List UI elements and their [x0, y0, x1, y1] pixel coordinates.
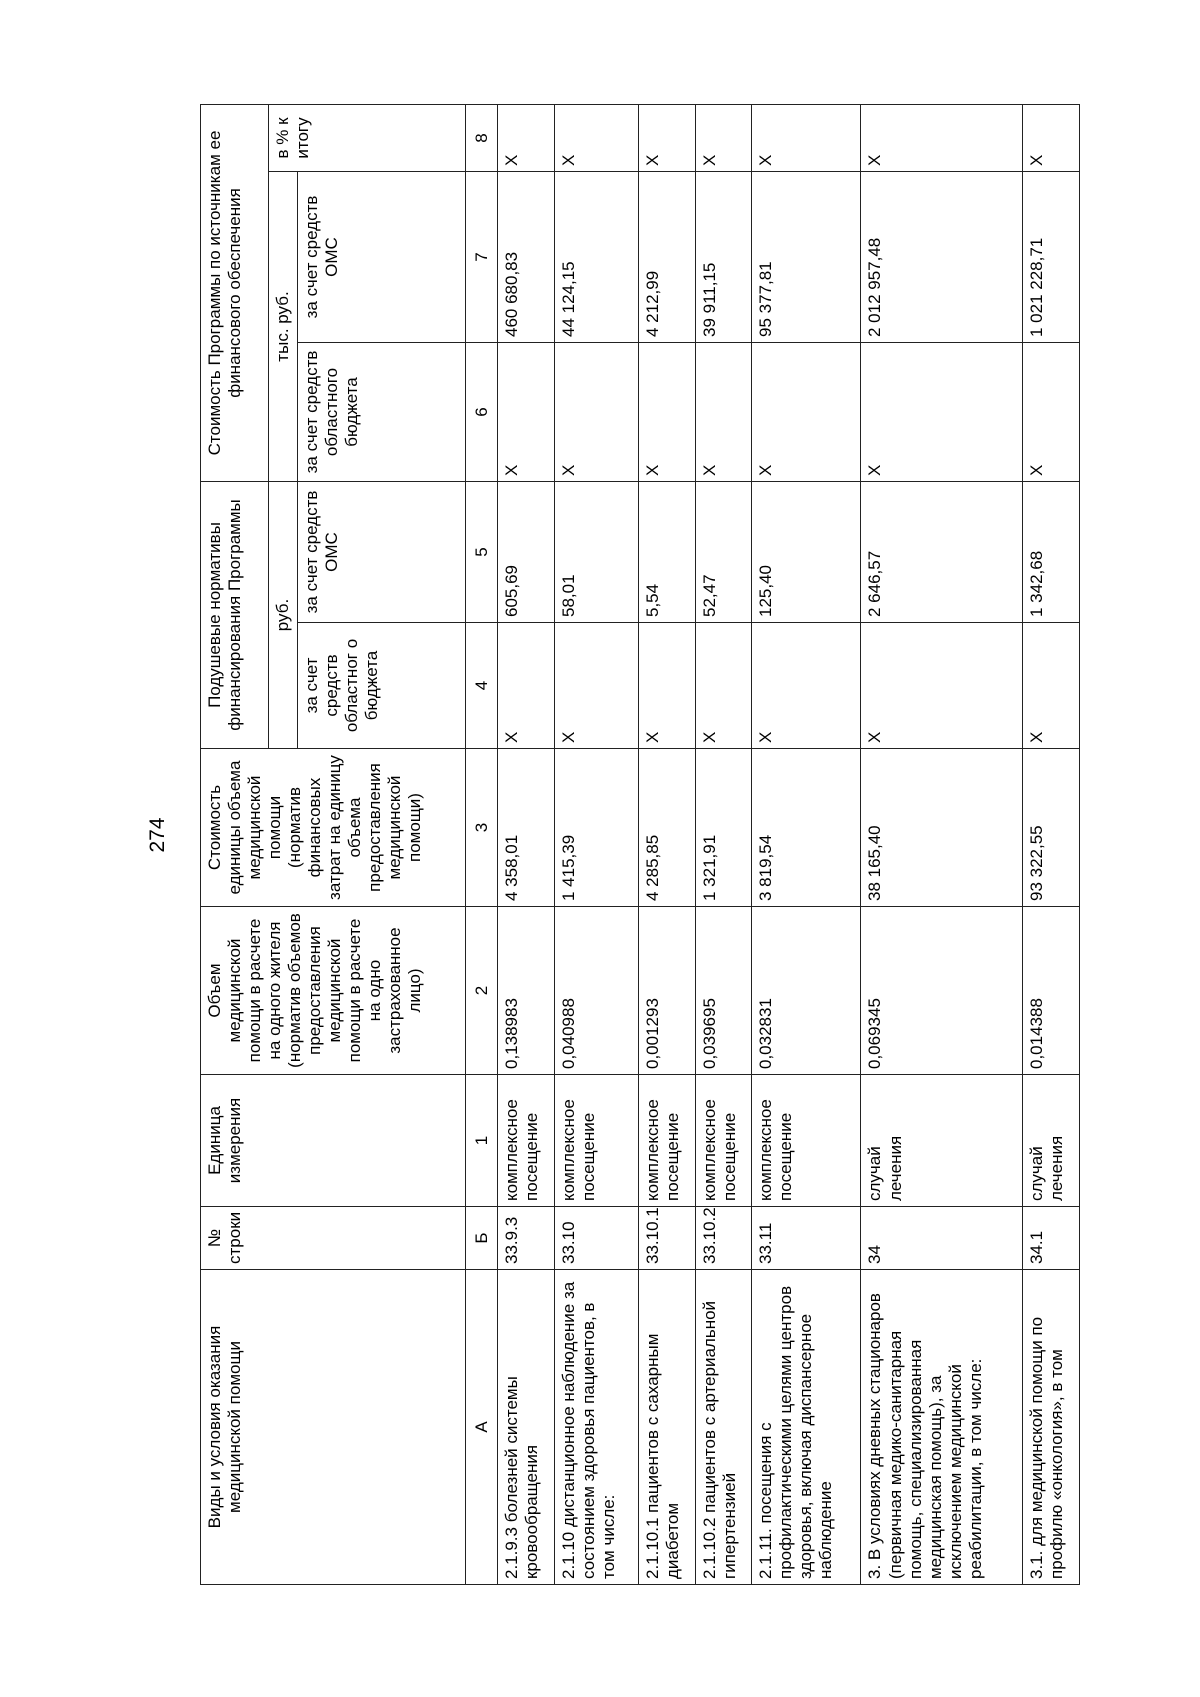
cell-cost-oms: 1 021 228,71	[1023, 172, 1080, 343]
index-cell: Б	[466, 1207, 498, 1270]
cell-cost-regional: Х	[554, 343, 638, 482]
cell-unit-cost: 1 415,39	[554, 749, 638, 907]
index-cell: 2	[466, 907, 498, 1075]
cell-kind: 2.1.10.1 пациентов с сахарным диабетом	[638, 1270, 695, 1585]
cell-row-no: 33.11	[752, 1207, 861, 1270]
financing-table	[200, 104, 1080, 1585]
header-cost-percent: в % к итогу	[269, 104, 466, 171]
header-unit: Единица измерения	[201, 1075, 466, 1207]
cell-row-no: 33.10	[554, 1207, 638, 1270]
table-row	[638, 104, 695, 1584]
header-cost-regional: за счет средств областного бюджета	[298, 343, 466, 482]
cell-unit: случай лечения	[861, 1075, 1023, 1207]
cell-cost-percent: Х	[554, 104, 638, 171]
cell-pc-oms: 1 342,68	[1023, 482, 1080, 623]
cell-cost-oms: 95 377,81	[752, 172, 861, 343]
header-per-capita-oms: за счет средств ОМС	[298, 482, 466, 623]
page-number: 274	[146, 817, 169, 853]
cell-volume: 0,069345	[861, 907, 1023, 1075]
cell-cost-oms: 460 680,83	[498, 172, 555, 343]
cell-volume: 0,040988	[554, 907, 638, 1075]
index-cell: 1	[466, 1075, 498, 1207]
cell-pc-oms: 52,47	[695, 482, 752, 623]
cell-unit: комплексное посещение	[554, 1075, 638, 1207]
cell-unit-cost: 4 358,01	[498, 749, 555, 907]
cell-row-no: 33.9.3	[498, 1207, 555, 1270]
cell-volume: 0,014388	[1023, 907, 1080, 1075]
cell-cost-regional: Х	[861, 343, 1023, 482]
cell-cost-percent: Х	[752, 104, 861, 171]
cell-row-no: 33.10.1	[638, 1207, 695, 1270]
cell-pc-regional: Х	[554, 623, 638, 749]
cell-pc-oms: 58,01	[554, 482, 638, 623]
rotated-table-container	[200, 105, 1080, 1585]
header-per-capita: Подушевые нормативы финансирования Программы	[201, 482, 269, 749]
cell-cost-oms: 39 911,15	[695, 172, 752, 343]
cell-unit: комплексное посещение	[752, 1075, 861, 1207]
cell-cost-regional: Х	[498, 343, 555, 482]
cell-pc-regional: Х	[752, 623, 861, 749]
cell-cost-percent: Х	[861, 104, 1023, 171]
cell-kind: 3. В условиях дневных стационаров (первичная медико-санитарная помощь, специализированная медицинская помощь), за исключением медицинской реабилитации, в том числе:	[861, 1270, 1023, 1585]
cell-cost-percent: Х	[638, 104, 695, 171]
cell-unit-cost: 38 165,40	[861, 749, 1023, 907]
header-per-capita-unit: руб.	[269, 482, 298, 749]
table-row	[861, 104, 1023, 1584]
cell-unit-cost: 3 819,54	[752, 749, 861, 907]
index-cell: 5	[466, 482, 498, 623]
table-row	[1023, 104, 1080, 1584]
cell-cost-percent: Х	[498, 104, 555, 171]
table-row	[695, 104, 752, 1584]
cell-pc-regional: Х	[498, 623, 555, 749]
table-row	[554, 104, 638, 1584]
table-row	[752, 104, 861, 1584]
cell-unit: случай лечения	[1023, 1075, 1080, 1207]
header-cost-oms: за счет средств ОМС	[298, 172, 466, 343]
cell-row-no: 34.1	[1023, 1207, 1080, 1270]
cell-kind: 2.1.11. посещения с профилактическими целями центров здоровья, включая диспансерное наблюдение	[752, 1270, 861, 1585]
cell-volume: 0,138983	[498, 907, 555, 1075]
header-per-capita-regional: за счет средств областног о бюджета	[298, 623, 466, 749]
cell-unit: комплексное посещение	[498, 1075, 555, 1207]
cell-row-no: 33.10.2	[695, 1207, 752, 1270]
cell-unit-cost: 4 285,85	[638, 749, 695, 907]
index-cell: 3	[466, 749, 498, 907]
index-cell: А	[466, 1270, 498, 1585]
header-cost-unit: тыс. руб.	[269, 172, 298, 482]
cell-cost-oms: 4 212,99	[638, 172, 695, 343]
cell-kind: 2.1.10 дистанционное наблюдение за состоянием здоровья пациентов, в том числе:	[554, 1270, 638, 1585]
header-unit-cost: Стоимость единицы объема медицинской помощи (норматив финансовых затрат на единицу объема предоставления медицинской помощи)	[201, 749, 466, 907]
header-row-no: № строки	[201, 1207, 466, 1270]
cell-volume: 0,032831	[752, 907, 861, 1075]
cell-unit: комплексное посещение	[638, 1075, 695, 1207]
cell-pc-regional: Х	[1023, 623, 1080, 749]
cell-pc-regional: Х	[695, 623, 752, 749]
cell-pc-oms: 605,69	[498, 482, 555, 623]
cell-pc-regional: Х	[638, 623, 695, 749]
index-cell: 7	[466, 172, 498, 343]
cell-cost-oms: 2 012 957,48	[861, 172, 1023, 343]
cell-unit: комплексное посещение	[695, 1075, 752, 1207]
cell-cost-regional: Х	[638, 343, 695, 482]
header-volume: Объем медицинской помощи в расчете на одного жителя (норматив объемов предоставления медицинской помощи в расчете на одно застрахованное лицо)	[201, 907, 466, 1075]
cell-cost-regional: Х	[1023, 343, 1080, 482]
cell-kind: 3.1. для медицинской помощи по профилю «онкология», в том	[1023, 1270, 1080, 1585]
index-cell: 8	[466, 104, 498, 171]
cell-pc-oms: 5,54	[638, 482, 695, 623]
header-cost: Стоимость Программы по источникам ее финансового обеспечения	[201, 104, 269, 481]
column-index-row	[466, 104, 498, 1584]
cell-volume: 0,001293	[638, 907, 695, 1075]
cell-unit-cost: 1 321,91	[695, 749, 752, 907]
cell-kind: 2.1.9.3 болезней системы кровообращения	[498, 1270, 555, 1585]
cell-cost-percent: Х	[695, 104, 752, 171]
cell-unit-cost: 93 322,55	[1023, 749, 1080, 907]
cell-pc-oms: 2 646,57	[861, 482, 1023, 623]
cell-cost-regional: Х	[695, 343, 752, 482]
header-kind: Виды и условия оказания медицинской помощи	[201, 1270, 466, 1585]
index-cell: 4	[466, 623, 498, 749]
cell-cost-oms: 44 124,15	[554, 172, 638, 343]
cell-row-no: 34	[861, 1207, 1023, 1270]
cell-cost-regional: Х	[752, 343, 861, 482]
table-row	[498, 104, 555, 1584]
cell-pc-regional: Х	[861, 623, 1023, 749]
cell-cost-percent: Х	[1023, 104, 1080, 171]
cell-kind: 2.1.10.2 пациентов с артериальной гипертензией	[695, 1270, 752, 1585]
index-cell: 6	[466, 343, 498, 482]
cell-pc-oms: 125,40	[752, 482, 861, 623]
cell-volume: 0,039695	[695, 907, 752, 1075]
